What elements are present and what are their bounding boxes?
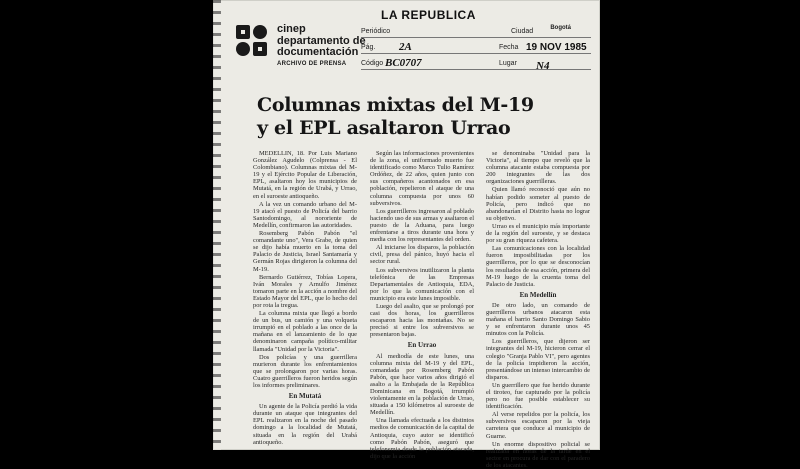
column-3-paragraph: Los guerrilleros, que dijeron ser integrantes del M-19, hicieron cerrar el colegio "Granja Pablo VI", pero agentes de la policía impidieron la acción, presentándose un intenso intercambio de disparos. [486,338,590,381]
scan-edge-noise [213,0,221,450]
column-1-paragraph: A la vez un comando urbano del M-19 atacó el puesto de Policía del barrio Santodomingo, al nororiente de Medellín, confirmaron las autoridades. [253,200,357,229]
column-1-paragraph: La columna mixta que llegó a bordo de un bus, un camión y una volqueta irrumpió en el poblado a las once de la mañana en el lanzamiento de lo que denominaron campaña político-militar llamada "Unidad por la Victoria". [253,310,357,353]
subhead-mutata: En Mutatá [288,392,322,401]
archive-subtitle: ARCHIVO DE PRENSA [277,60,347,67]
column-1-paragraph: Dos policías y una guerrillera murieron durante los enfrentamientos que se prolongaron por varias horas. Cuatro guerrilleros fueron heridos según los informes preliminares. [253,353,357,389]
column-3-paragraph: se denominaba "Unidad para la Victoria", al tiempo que reveló que la columna atacante estaba compuesta por 200 integrantes de las dos organizaciones guerrilleras. [486,150,590,186]
form-row-periodico [361,22,591,38]
archive-name-line1: cinep [277,23,306,35]
column-1-paragraph: Un agente de la Policía perdió la vida durante un ataque que integrantes del EPL realizaron en la noche del pasado domingo a la localidad de Mutatá, situada en la región del Urabá antioqueño. [253,403,357,446]
subhead-urrao: En Urrao [407,341,437,350]
periodico-label: Periódico [361,28,391,35]
ciudad-value: Bogotá [550,25,571,31]
column-3-paragraph: Un guerrillero que fue herido durante el tiroteo, fue capturado por la policía pero no fue posible establecer su identificación. [486,381,590,411]
cinep-logo-icon [235,24,269,58]
headline-line2: y el EPL asaltaron Urrao [257,117,511,140]
newspaper-masthead: LA REPUBLICA [381,8,476,22]
lugar-label: Lugar [499,60,517,67]
column-2-paragraph: Los guerrilleros ingresaron al poblado haciendo uso de sus armas y asaltaron el puesto de la Aduana, para luego enfrentarse a tiros durante una hora y media con los representantes del orden. [370,207,474,244]
column-1-paragraph: Rosemberg Pabón Pabón "el comandante uno", Vera Grabe, de quien se dijo había muerto en la toma del Palacio de Justicia, Israel Santamaría y Germán Rojas dirigieron la columna del M-19. [253,230,357,273]
form-row-pag [361,38,591,54]
fecha-label: Fecha [499,44,519,51]
ciudad-label: Ciudad [511,28,534,35]
column-1-paragraph: MEDELLIN, 18. Por Luis Mariano González Agudelo (Colprensa - El Colombiano). Columnas mixtas del M-19 y el Ejército Popular de Liberación, EPL, asaltaron hoy los municipios de Mutatá, en la región de Urabá, y Urrao, en el suroeste antioqueño. [253,150,357,200]
column-2-paragraph: Al mediodía de este lunes, una columna mixta del M-19 y del EPL, comandada por Rosemberg Pabón Pabón, que hace varios años dirigió el asalto a la Embajada de la República Dominicana en Bogotá, irrumpió violentamente en la población de Urrao, situada a 150 kilómetros al suroeste de Medellín. [370,352,474,417]
article-column-1 [253,150,357,450]
column-3-paragraph: Urrao es el municipio más importante de la región del suroeste, y se destaca por su gran riqueza cafetera. [486,222,590,245]
column-2-paragraph: Según las informaciones provenientes de la zona, el uniformado muerto fue identificado como Marco Tulio Ramírez Ordóñez, de 22 años, quien junto con sus compañeros acantonados en esa población, repelieron el ataque de una columna compuesta por unos 60 subversivos. [370,150,474,207]
archive-form [361,22,591,70]
subhead-medellin: En Medellín [519,290,557,299]
fecha-value: 19 NOV 1985 [526,42,587,53]
lugar-value: N4 [536,60,550,72]
article-column-2 [370,150,474,460]
codigo-label: Código [361,60,384,67]
column-2-paragraph: Luego del asalto, que se prolongó por casi dos horas, los guerrilleros escaparon hacia las montañas. No se precisó si entre los subversivos se presentaron bajas. [370,302,474,339]
form-row-codigo [361,54,591,70]
pag-label: Pág. [361,44,376,51]
column-3-paragraph: Un enorme dispositivo policial se realizaba en horas de la tarde en el sector en procura de dar con el paradero de los atacantes. [486,440,590,469]
headline-line1: Columnas mixtas del M-19 [257,94,534,116]
archive-name-line2: departamento de [277,34,366,47]
column-3-paragraph: Las comunicaciones con la localidad fueron imposibilitadas por los guerrilleros, por lo que se desconocían los resultados de esa acción, primera del M-19 luego de la cruenta toma del Palacio de Justicia. [486,245,590,288]
article-headline [257,94,587,140]
column-2-paragraph: Los subversivos inutilizaron la planta telefónica de las Empresas Departamentales de Antioquia, EDA, por lo que la comunicación con el municipio era este lunes imposible. [370,266,474,302]
column-2-paragraph: Al iniciarse los disparos, la población civil, presa del pánico, huyó hacia el sector rural. [370,244,474,266]
column-3-paragraph: De otro lado, un comando de guerrilleros urbanos atacaron esta mañana el barrio Santo Domingo Sabio y se enfrentaron durante unos 45 minutos con la Policía. [486,301,590,338]
codigo-value: BC0707 [385,57,422,69]
column-1-paragraph: Bernardo Gutiérrez, Tobías Lopera, Iván Morales y Arnulfo Jiménez tomaron parte en la acción a nombre del Estado Mayor del EPL, que lo hecho del por rota la tregua. [253,273,357,309]
article-column-3 [486,150,590,469]
column-3-paragraph: Quien llamó reconoció que aún no habían podido someter al puesto de Policía, pero indicó que no abandonarían el Distrito hasta no lograr su objetivo. [486,186,590,222]
archive-name [277,24,366,67]
column-2-paragraph: Una llamada efectuada a los distintos medios de comunicación de la capital de Antioquia, cuyo autor se identificó como Pabón Pabón, aseguró que telefonemia desde la población atacada, dijo que la acción [370,417,474,460]
column-3-paragraph: Al verse repelidos por la policía, los subversivos escaparon por la vieja carretera que conduce al municipio de Guarne. [486,411,590,440]
pag-value: 2A [399,41,412,53]
newspaper-clipping [213,0,600,469]
archive-name-line3: documentación [277,46,359,59]
